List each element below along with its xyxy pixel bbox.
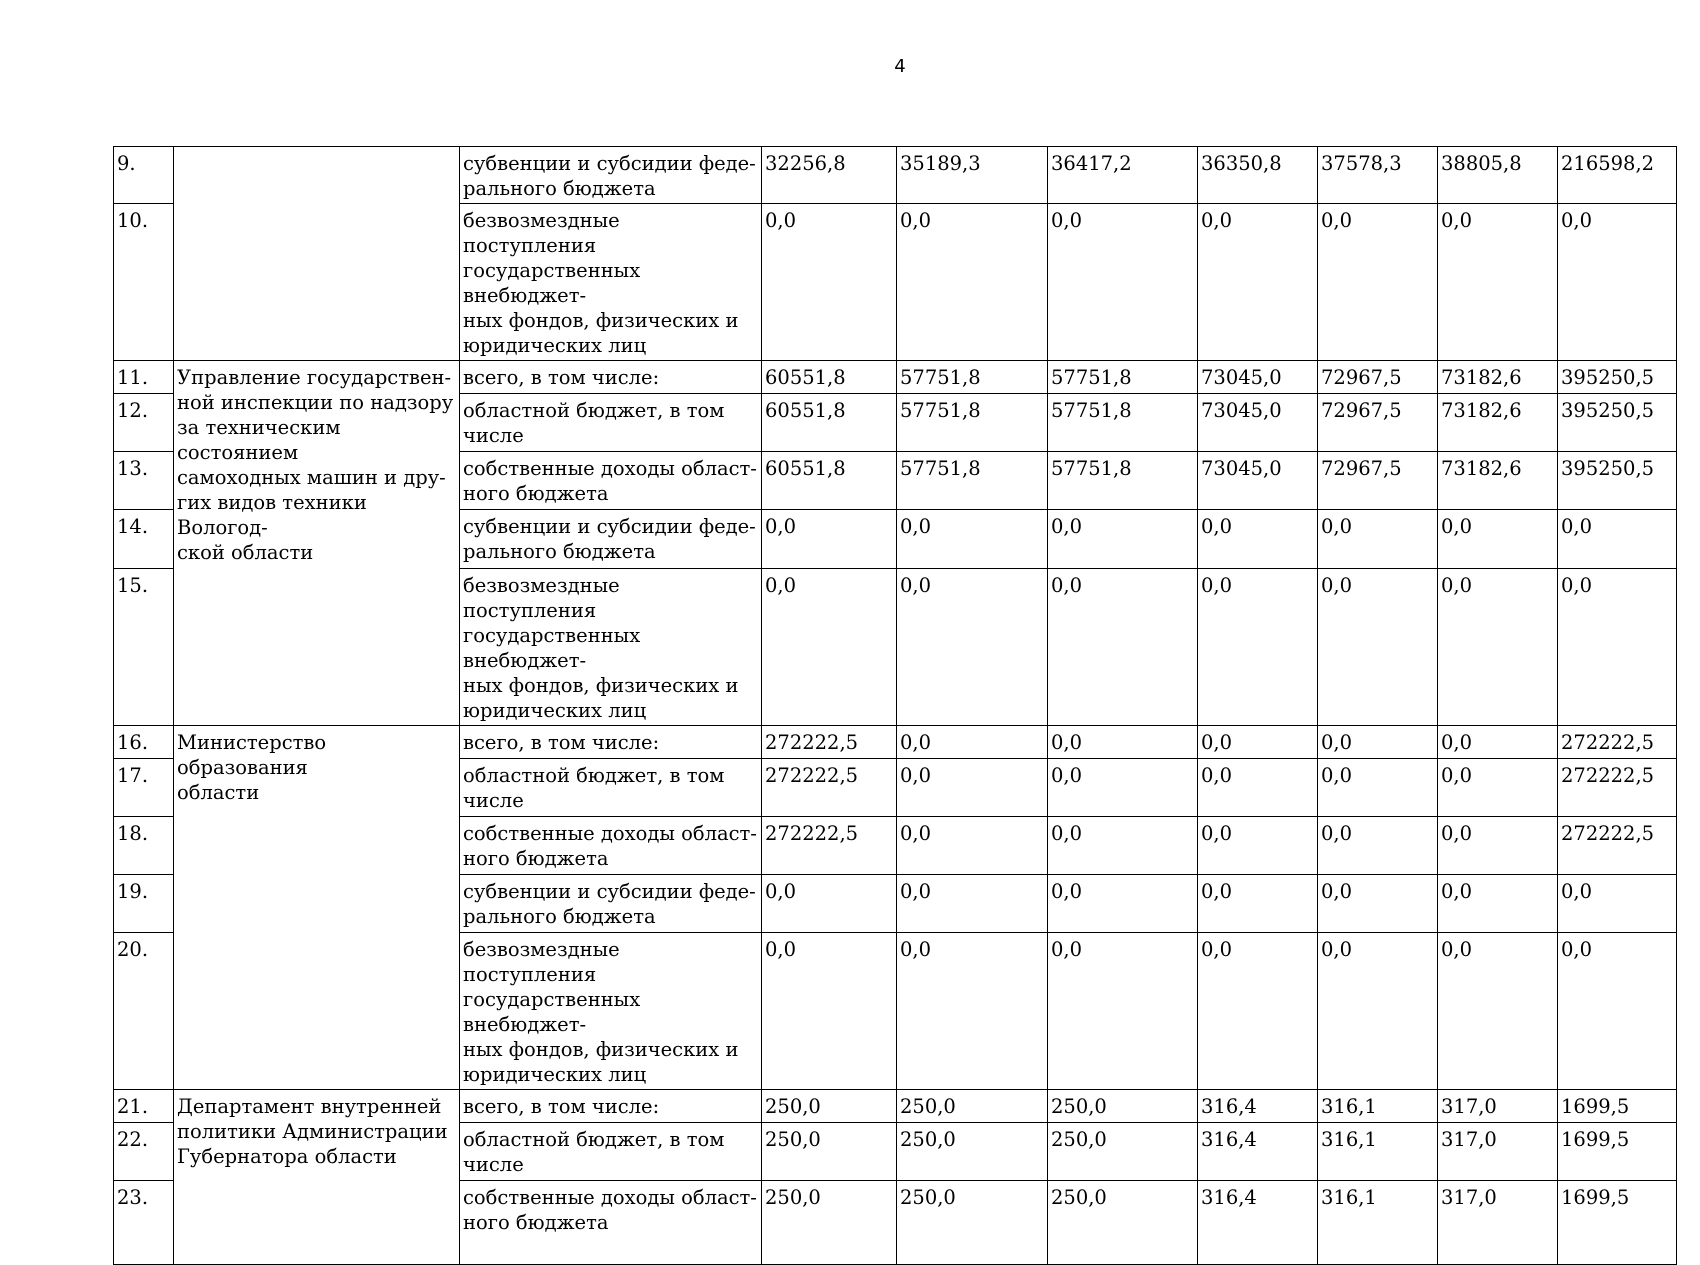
year-value-cell: 60551,8 — [762, 452, 897, 510]
year-value-cell: 0,0 — [1318, 726, 1438, 759]
year-value-cell: 35189,3 — [897, 147, 1048, 204]
year-value-cell: 0,0 — [1198, 875, 1318, 933]
row-number-cell: 18. — [114, 817, 174, 875]
year-value-cell: 317,0 — [1438, 1123, 1558, 1181]
funding-source-cell: областной бюджет, в том числе — [460, 394, 762, 452]
row-number-cell: 22. — [114, 1123, 174, 1181]
year-value-cell: 0,0 — [1198, 759, 1318, 817]
year-value-cell: 0,0 — [1198, 569, 1318, 726]
year-value-cell: 0,0 — [1318, 510, 1438, 569]
year-value-cell: 73045,0 — [1198, 361, 1318, 394]
page-number: 4 — [894, 56, 906, 77]
year-value-cell: 316,1 — [1318, 1181, 1438, 1265]
year-value-cell: 316,1 — [1318, 1090, 1438, 1123]
year-value-cell: 0,0 — [1048, 726, 1198, 759]
year-value-cell: 73182,6 — [1438, 361, 1558, 394]
year-value-cell: 250,0 — [762, 1181, 897, 1265]
year-value-cell: 36417,2 — [1048, 147, 1198, 204]
total-value-cell: 395250,5 — [1558, 452, 1677, 510]
year-value-cell: 316,1 — [1318, 1123, 1438, 1181]
table-row — [114, 147, 1677, 204]
row-number-cell: 12. — [114, 394, 174, 452]
year-value-cell: 0,0 — [1198, 510, 1318, 569]
year-value-cell: 73045,0 — [1198, 452, 1318, 510]
year-value-cell: 0,0 — [1438, 510, 1558, 569]
year-value-cell: 73182,6 — [1438, 394, 1558, 452]
funding-source-cell: областной бюджет, в том числе — [460, 1123, 762, 1181]
year-value-cell: 0,0 — [1048, 817, 1198, 875]
year-value-cell: 0,0 — [1318, 569, 1438, 726]
year-value-cell: 57751,8 — [1048, 452, 1198, 510]
funding-source-cell: областной бюджет, в том числе — [460, 759, 762, 817]
funding-source-cell: всего, в том числе: — [460, 361, 762, 394]
year-value-cell: 0,0 — [1048, 569, 1198, 726]
year-value-cell: 0,0 — [1318, 204, 1438, 361]
total-value-cell: 272222,5 — [1558, 817, 1677, 875]
year-value-cell: 57751,8 — [897, 394, 1048, 452]
year-value-cell: 0,0 — [897, 875, 1048, 933]
year-value-cell: 0,0 — [1198, 933, 1318, 1090]
year-value-cell: 0,0 — [762, 875, 897, 933]
year-value-cell: 73045,0 — [1198, 394, 1318, 452]
year-value-cell: 0,0 — [897, 569, 1048, 726]
row-number-cell: 14. — [114, 510, 174, 569]
funding-source-cell: собственные доходы област- ного бюджета — [460, 1181, 762, 1265]
funding-source-cell: субвенции и субсидии феде- рального бюджета — [460, 875, 762, 933]
year-value-cell: 0,0 — [1438, 204, 1558, 361]
year-value-cell: 0,0 — [1048, 759, 1198, 817]
organization-cell: Департамент внутренней политики Администрации Губернатора области — [174, 1090, 460, 1265]
year-value-cell: 0,0 — [1438, 726, 1558, 759]
year-value-cell: 57751,8 — [1048, 361, 1198, 394]
year-value-cell: 0,0 — [1048, 875, 1198, 933]
year-value-cell: 0,0 — [1438, 933, 1558, 1090]
row-number-cell: 10. — [114, 204, 174, 361]
year-value-cell: 0,0 — [1438, 817, 1558, 875]
row-number-cell: 23. — [114, 1181, 174, 1265]
year-value-cell: 57751,8 — [1048, 394, 1198, 452]
year-value-cell: 316,4 — [1198, 1181, 1318, 1265]
year-value-cell: 72967,5 — [1318, 452, 1438, 510]
total-value-cell: 272222,5 — [1558, 726, 1677, 759]
year-value-cell: 32256,8 — [762, 147, 897, 204]
year-value-cell: 0,0 — [1318, 875, 1438, 933]
year-value-cell: 0,0 — [1048, 510, 1198, 569]
table-row — [114, 361, 1677, 394]
funding-source-cell: собственные доходы област- ного бюджета — [460, 817, 762, 875]
total-value-cell: 1699,5 — [1558, 1090, 1677, 1123]
year-value-cell: 72967,5 — [1318, 361, 1438, 394]
year-value-cell: 0,0 — [762, 510, 897, 569]
year-value-cell: 0,0 — [1438, 569, 1558, 726]
year-value-cell: 57751,8 — [897, 452, 1048, 510]
year-value-cell: 250,0 — [762, 1123, 897, 1181]
year-value-cell: 250,0 — [897, 1090, 1048, 1123]
year-value-cell: 60551,8 — [762, 361, 897, 394]
year-value-cell: 60551,8 — [762, 394, 897, 452]
year-value-cell: 0,0 — [897, 726, 1048, 759]
year-value-cell: 0,0 — [1198, 817, 1318, 875]
funding-source-cell: собственные доходы област- ного бюджета — [460, 452, 762, 510]
total-value-cell: 216598,2 — [1558, 147, 1677, 204]
total-value-cell: 1699,5 — [1558, 1181, 1677, 1265]
year-value-cell: 0,0 — [1318, 817, 1438, 875]
row-number-cell: 13. — [114, 452, 174, 510]
year-value-cell: 0,0 — [897, 204, 1048, 361]
year-value-cell: 38805,8 — [1438, 147, 1558, 204]
year-value-cell: 57751,8 — [897, 361, 1048, 394]
total-value-cell: 395250,5 — [1558, 361, 1677, 394]
year-value-cell: 0,0 — [1198, 726, 1318, 759]
funding-source-cell: безвозмездные поступления государственных внебюджет- ных фондов, физических и юридических лиц — [460, 933, 762, 1090]
funding-source-cell: безвозмездные поступления государственных внебюджет- ных фондов, физических и юридических лиц — [460, 204, 762, 361]
total-value-cell: 0,0 — [1558, 875, 1677, 933]
budget-table — [113, 146, 1677, 1265]
year-value-cell: 317,0 — [1438, 1181, 1558, 1265]
organization-cell: Управление государствен- ной инспекции по надзору за техническим состоянием самоходных машин и дру- гих видов техники Вологод- ской области — [174, 361, 460, 726]
year-value-cell: 0,0 — [762, 933, 897, 1090]
row-number-cell: 9. — [114, 147, 174, 204]
year-value-cell: 0,0 — [897, 817, 1048, 875]
year-value-cell: 0,0 — [1438, 759, 1558, 817]
year-value-cell: 250,0 — [897, 1181, 1048, 1265]
year-value-cell: 0,0 — [1048, 933, 1198, 1090]
year-value-cell: 0,0 — [1438, 875, 1558, 933]
year-value-cell: 0,0 — [897, 510, 1048, 569]
row-number-cell: 17. — [114, 759, 174, 817]
total-value-cell: 272222,5 — [1558, 759, 1677, 817]
year-value-cell: 0,0 — [897, 759, 1048, 817]
year-value-cell: 316,4 — [1198, 1123, 1318, 1181]
total-value-cell: 0,0 — [1558, 569, 1677, 726]
table-row — [114, 1090, 1677, 1123]
row-number-cell: 16. — [114, 726, 174, 759]
total-value-cell: 0,0 — [1558, 510, 1677, 569]
year-value-cell: 0,0 — [1048, 204, 1198, 361]
year-value-cell: 0,0 — [1318, 933, 1438, 1090]
year-value-cell: 37578,3 — [1318, 147, 1438, 204]
year-value-cell: 272222,5 — [762, 759, 897, 817]
funding-source-cell: всего, в том числе: — [460, 726, 762, 759]
total-value-cell: 1699,5 — [1558, 1123, 1677, 1181]
year-value-cell: 72967,5 — [1318, 394, 1438, 452]
year-value-cell: 73182,6 — [1438, 452, 1558, 510]
row-number-cell: 11. — [114, 361, 174, 394]
year-value-cell: 250,0 — [1048, 1123, 1198, 1181]
year-value-cell: 0,0 — [762, 569, 897, 726]
table-row — [114, 726, 1677, 759]
funding-source-cell: субвенции и субсидии феде- рального бюджета — [460, 147, 762, 204]
year-value-cell: 0,0 — [762, 204, 897, 361]
year-value-cell: 317,0 — [1438, 1090, 1558, 1123]
row-number-cell: 19. — [114, 875, 174, 933]
row-number-cell: 21. — [114, 1090, 174, 1123]
year-value-cell: 0,0 — [1198, 204, 1318, 361]
year-value-cell: 250,0 — [1048, 1090, 1198, 1123]
funding-source-cell: субвенции и субсидии феде- рального бюджета — [460, 510, 762, 569]
organization-cell — [174, 147, 460, 361]
funding-source-cell: всего, в том числе: — [460, 1090, 762, 1123]
organization-cell: Министерство образования области — [174, 726, 460, 1090]
year-value-cell: 250,0 — [762, 1090, 897, 1123]
year-value-cell: 250,0 — [897, 1123, 1048, 1181]
year-value-cell: 272222,5 — [762, 817, 897, 875]
year-value-cell: 0,0 — [897, 933, 1048, 1090]
year-value-cell: 36350,8 — [1198, 147, 1318, 204]
total-value-cell: 395250,5 — [1558, 394, 1677, 452]
year-value-cell: 0,0 — [1318, 759, 1438, 817]
year-value-cell: 250,0 — [1048, 1181, 1198, 1265]
row-number-cell: 15. — [114, 569, 174, 726]
year-value-cell: 272222,5 — [762, 726, 897, 759]
year-value-cell: 316,4 — [1198, 1090, 1318, 1123]
row-number-cell: 20. — [114, 933, 174, 1090]
funding-source-cell: безвозмездные поступления государственных внебюджет- ных фондов, физических и юридических лиц — [460, 569, 762, 726]
total-value-cell: 0,0 — [1558, 933, 1677, 1090]
total-value-cell: 0,0 — [1558, 204, 1677, 361]
